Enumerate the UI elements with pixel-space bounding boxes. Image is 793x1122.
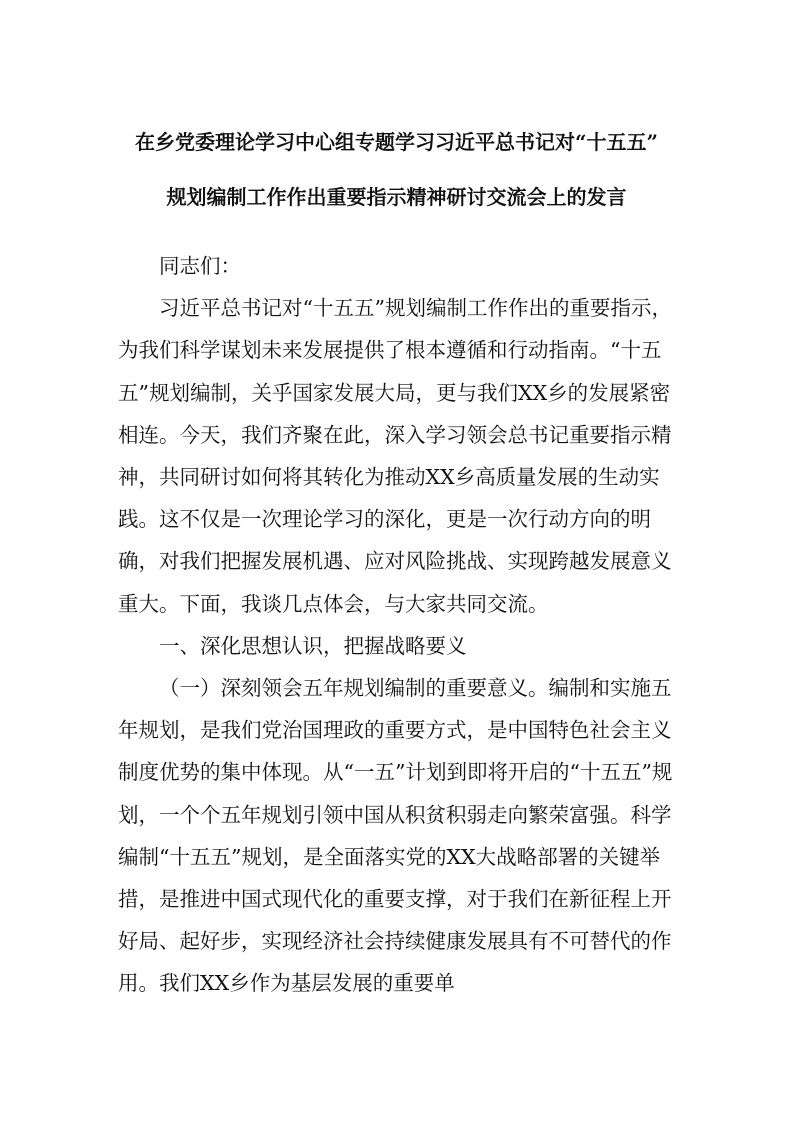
document-title-line-1: 在乡党委理论学习中心组专题学习习近平总书记对“十五五” (134, 130, 658, 154)
salutation: 同志们： (159, 254, 241, 278)
document-body (118, 245, 678, 1005)
subsection-paragraph: （一）深刻领会五年规划编制的重要意义。编制和实施五年规划，是我们党治国理政的重要方式，是中国特色社会主义制度优势的集中体现。从“一五”计划到即将开启的“十五五”规划，一个个五年规划引领中国从积贫积弱走向繁荣富强。科学编制“十五五”规划，是全面落实党的XX大战略部署的关键举措，是推进中国式现代化的重要支撑，对于我们在新征程上开好局、起好步，实现经济社会持续健康发展具有不可替代的作用。我们XX乡作为基层发展的重要单 (118, 676, 673, 996)
intro-paragraph: 习近平总书记对“十五五”规划编制工作作出的重要指示，为我们科学谋划未来发展提供了根本遵循和行动指南。“十五五”规划编制，关乎国家发展大局，更与我们XX乡的发展紧密相连。今天，我们齐聚在此，深入学习领会总书记重要指示精神，共同研讨如何将其转化为推动XX乡高质量发展的生动实践。这不仅是一次理论学习的深化，更是一次行动方向的明确，对我们把握发展机遇、应对风险挑战、实现跨越发展意义重大。下面，我谈几点体会，与大家共同交流。 (118, 296, 672, 616)
section-heading: 一、深化思想认识，把握战略要义 (159, 633, 467, 658)
document-title-line-2: 规划编制工作作出重要指示精神研讨交流会上的发言 (166, 185, 627, 209)
